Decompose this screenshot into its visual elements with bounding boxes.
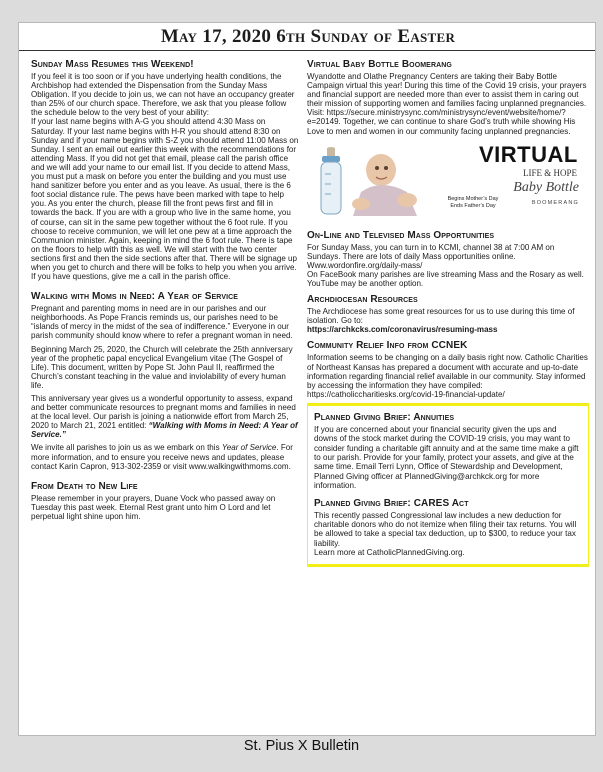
article-title-walking-with-moms: Walking with Moms in Need: A Year of Service	[31, 291, 239, 303]
baby-bottle-ad-image	[307, 142, 577, 224]
article-paragraph: Wyandotte and Olathe Pregnancy Centers are taking their Baby Bottle Campaign virtual this year! During this time of the Covid 19 crisis, your prayers and financial support are needed more than ever to assist them in caring out their mission of supporting women and families facing unplanned pregnancies. Visit: https://secure.ministrysync.com/ministrysync/event/website/home/?e=20149. Together, we can continue to share God’s truth while showing His Love to men and women in our community facing unplanned pregnancies.	[307, 72, 587, 136]
ad-virtual-text: VIRTUAL	[479, 141, 578, 167]
paragraph-text: This anniversary year gives us a wonderful opportunity to assess, expand and better communicate resources to pregnant moms and families in need at the local level. Our parish is joining a nationwide effort from March 25, 2020 to March 21, 2021 entitled:	[31, 394, 296, 431]
article-paragraph: The Archdiocese has some great resources for us to use during this time of isolation. Go to:	[307, 307, 575, 326]
paragraph-text: We invite all parishes to join us as we embark on this	[31, 443, 222, 453]
article-paragraph: Please remember in your prayers, Duane Vock who passed away on Tuesday this past week. Eternal Rest grant unto him O Lord and let perpetual light shine upon him.	[31, 493, 276, 521]
article-paragraph: If you feel it is too soon or if you have underlying health conditions, the Archbishop had extended the Dispensation from the Sunday Mass Obligation. If you decide to join us, we can not have an occupancy greater than 25% of our church space. Therefore, we ask that you please follow the schedule below to the very best of your ability:	[31, 72, 295, 118]
ad-baby-bottle-text: Baby Bottle	[513, 179, 579, 195]
right-column	[307, 55, 589, 735]
article-paragraph: Www.wordonfire.org/daily-mass/	[307, 260, 423, 270]
ad-caption-begins: Begins Mother’s Day	[447, 195, 499, 202]
article-paragraph	[31, 394, 299, 439]
article-paragraph: Pregnant and parenting moms in need are in our parishes and our neighborhoods. As Pope Francis reminds us, our parishes need to be “islands of mercy in the midst of the sea of indifference.” Everyone in our parish community should know where to refer a pregnant woman in need.	[31, 304, 293, 341]
article-title-sunday-mass: Sunday Mass Resumes this Weekend!	[31, 59, 194, 70]
article-paragraph: If your last name begins with A-G you should attend 4:30 Mass on Saturday. If your last name begins with H-R you should attend 8:30 on Sunday and if your name begins with S-Z you should attend 11:00 Mass on Sunday. I sent an email out earlier this week with the recommendations for attending Mass. If you did not get that email, please call the parish office and we will add your name to our email list. If you decide to attend Mass, you must put a mask on before you enter the building and you must use hand sanitizer before you enter and as you leave. As usual, there is the 6 foot social distance rule. The pews have been marked with tape to help you. As you enter the church, please fill the front pews first and fill in towards the back. If you are with a group who live in the same home, you of course, can sit in the same pew together without the 6 foot rule. If you choose to receive communion, we will let one pew at a time approach the Communion minister. Again, keeping in mind the 6 foot rule. There is tape on the floors to help with this as well. We will start with the two center sections first and then the side sections after that. There will be signage up when you get to church and there will be folks to help you when you arrive. If you have questions, give me a call in the parish office.	[31, 117, 299, 282]
article-title-cares-act: Planned Giving Brief: CARES Act	[314, 497, 469, 509]
article-title-online-mass: On-Line and Televised Mass Opportunities	[307, 229, 495, 241]
ad-dates	[433, 196, 513, 210]
article-paragraph: This recently passed Congressional law includes a new deduction for charitable donors who do not itemize when filing their tax returns. You will be allowed to take a special tax deduction, up to $300, to reduce your tax liability.	[314, 510, 577, 548]
archdiocese-link[interactable]: https://archkcks.com/coronavirus/resuming-mass	[307, 325, 498, 335]
campaign-name: “Walking with Moms in Need: A Year of Service.”	[31, 421, 298, 440]
article-paragraph	[31, 443, 299, 470]
year-of-service-text: Year of Service	[221, 443, 277, 453]
article-title-archdiocesan-resources: Archdiocesan Resources	[307, 294, 418, 306]
baby-photo	[347, 148, 427, 218]
article-paragraph: Information seems to be changing on a daily basis right now. Catholic Charities of Northeast Kansas has prepared a document with accurate and up-to-date information regarding financial relief available in our community. Stay informed by accessing the information they have compiled:	[307, 353, 588, 390]
article-paragraph: Learn more at CatholicPlannedGiving.org.	[314, 548, 465, 558]
article-title-annuities: Planned Giving Brief: Annuities	[314, 411, 455, 423]
left-column	[31, 55, 299, 735]
masthead-title: May 17, 2020 6th Sunday of Easter	[19, 23, 596, 51]
article-title-death-to-new-life: From Death to New Life	[31, 480, 138, 492]
catholic-charities-link[interactable]: https://catholiccharitiesks.org/covid-19-financial-update/	[307, 389, 505, 399]
article-paragraph: If you are concerned about your financial security given the ups and downs of the stock market during the COVID-19 crisis, you may want to consider funding a charitable gift annuity and at the same time make a gift to our parish. Provide for your family, protect your assets, and give at the same time. Email Terri Lynn, Office of Stewardship and Development, Planned Giving officer at PlannedGiving@archkck.org for more information.	[314, 424, 579, 491]
article-paragraph: On FaceBook many parishes are live streaming Mass and the Rosary as well. YouTube may be another option.	[307, 269, 584, 289]
ad-boomerang-text: BOOMERANG	[531, 199, 579, 206]
article-paragraph: Beginning March 25, 2020, the Church will celebrate the 25th anniversary year of the prophetic papal encyclical Evangelium vitae (The Gospel of Life). This document, written by Pope St. John Paul II, reaffirmed the Church’s constant teaching in the value and inviolability of every human life.	[31, 344, 293, 390]
paragraph-text: . For more information, and to ensure you receive news and updates, please contact Karin Capron, 913-302-2359 or visit www.walkingwithmoms.com.	[31, 443, 293, 471]
planned-giving-highlight-box	[307, 403, 589, 567]
article-paragraph: For Sunday Mass, you can turn in to KCMI, channel 38 at 7:00 AM on Sundays. There are lots of daily Mass opportunities online.	[307, 242, 555, 261]
ad-caption-ends: Ends Father’s Day	[450, 202, 496, 209]
article-title-community-relief: Community Relief Info from CCNEK	[307, 340, 468, 352]
baby-bottle-icon	[311, 146, 351, 218]
ad-lifehope-text: LIFE & HOPE	[523, 167, 577, 178]
article-title-baby-bottle: Virtual Baby Bottle Boomerang	[307, 59, 452, 70]
bulletin-page	[18, 22, 596, 736]
bulletin-caption: St. Pius X Bulletin	[243, 738, 360, 754]
